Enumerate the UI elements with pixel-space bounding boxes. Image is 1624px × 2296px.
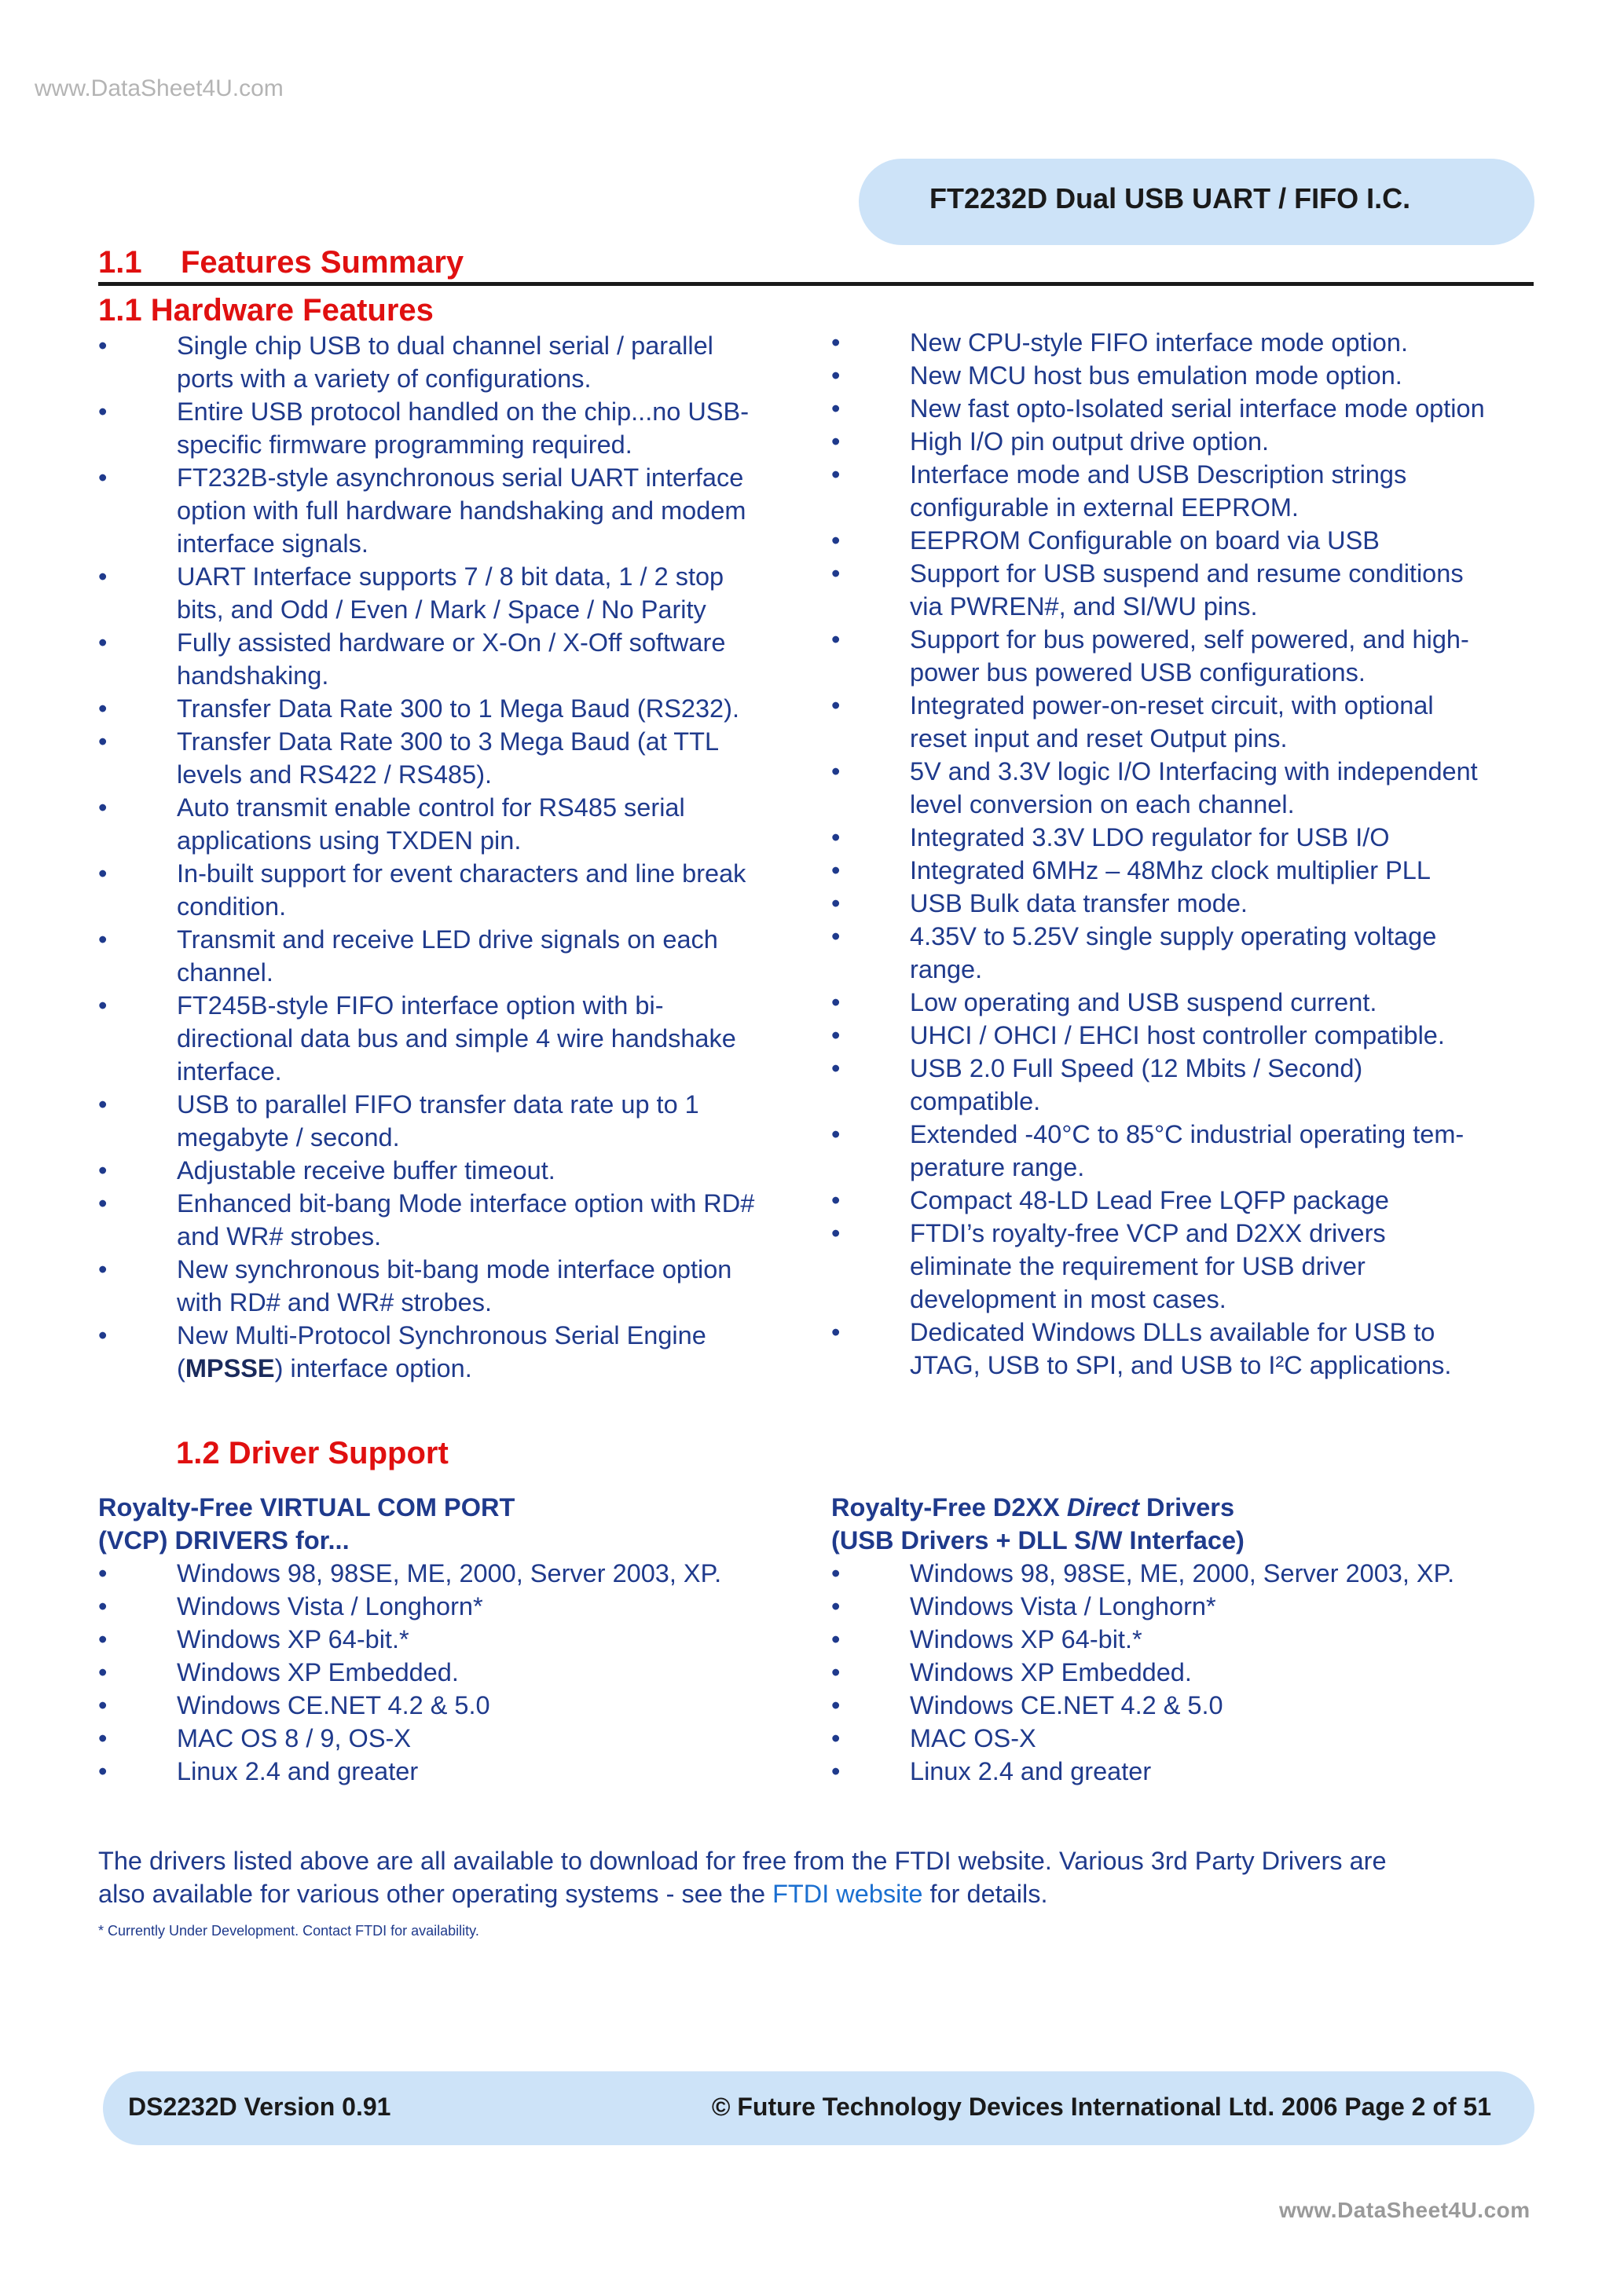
feature-line: Single chip USB to dual channel serial / parallel — [177, 331, 713, 360]
driver-item — [98, 1623, 805, 1656]
feature-line: range. — [910, 955, 983, 983]
driver-item — [831, 1689, 1538, 1722]
feature-item — [98, 857, 817, 923]
driver-os-label: Windows XP 64-bit.* — [177, 1625, 409, 1653]
feature-item — [98, 725, 817, 791]
feature-item — [98, 1154, 817, 1187]
driver-os-label: MAC OS-X — [910, 1724, 1036, 1752]
feature-item — [831, 623, 1538, 689]
driver-os-label: Windows 98, 98SE, ME, 2000, Server 2003, XP. — [177, 1559, 722, 1587]
document-title: FT2232D Dual USB UART / FIFO I.C. — [929, 182, 1411, 214]
feature-item — [831, 458, 1538, 524]
feature-item — [98, 461, 817, 560]
feature-item — [831, 1184, 1538, 1217]
feature-line: Entire USB protocol handled on the chip...no USB- — [177, 397, 750, 426]
feature-line: configurable in external EEPROM. — [910, 493, 1299, 522]
bullet-icon: • — [831, 1724, 841, 1752]
bullet-icon: • — [831, 328, 841, 357]
vcp-heading-line1: Royalty-Free VIRTUAL COM PORT — [98, 1493, 515, 1522]
feature-line: New Multi-Protocol Synchronous Serial Engine — [177, 1321, 706, 1349]
feature-line: Adjustable receive buffer timeout. — [177, 1156, 555, 1185]
feature-item — [831, 524, 1538, 557]
feature-item — [831, 425, 1538, 458]
feature-item — [831, 689, 1538, 755]
bullet-icon: • — [98, 1592, 108, 1620]
driver-os-label: Windows XP Embedded. — [910, 1658, 1192, 1686]
feature-line: Low operating and USB suspend current. — [910, 988, 1377, 1016]
d2xx-driver-list — [831, 1557, 1538, 1788]
bullet-icon: • — [831, 1691, 841, 1719]
bullet-icon: • — [831, 1219, 841, 1247]
bullet-icon: • — [831, 1021, 841, 1049]
bullet-icon: • — [831, 988, 841, 1016]
bullet-icon: • — [831, 691, 841, 720]
feature-line: UHCI / OHCI / EHCI host controller compatible. — [910, 1021, 1445, 1049]
feature-item — [98, 923, 817, 989]
feature-item — [831, 557, 1538, 623]
feature-line: interface signals. — [177, 529, 368, 558]
feature-line: Interface mode and USB Description strings — [910, 460, 1407, 489]
bullet-icon: • — [831, 1186, 841, 1214]
bullet-icon: • — [98, 925, 108, 954]
hardware-features-right-column — [831, 326, 1538, 1382]
footer-copyright-page: © Future Technology Devices International Ltd. 2006 Page 2 of 51 — [711, 2093, 1491, 2121]
driver-os-label: Linux 2.4 and greater — [910, 1757, 1152, 1785]
feature-item — [98, 1253, 817, 1319]
bullet-icon: • — [831, 1757, 841, 1785]
feature-line: bits, and Odd / Even / Mark / Space / No Parity — [177, 595, 706, 624]
bullet-icon: • — [831, 823, 841, 851]
bullet-icon: • — [98, 1189, 108, 1218]
feature-item — [98, 989, 817, 1088]
bullet-icon: • — [831, 1318, 841, 1346]
feature-item — [831, 986, 1538, 1019]
vcp-drivers-column — [98, 1491, 805, 1788]
document-footer — [103, 2071, 1534, 2145]
d2xx-drivers-column — [831, 1491, 1538, 1788]
feature-item — [98, 692, 817, 725]
d2xx-heading-line2: (USB Drivers + DLL S/W Interface) — [831, 1526, 1245, 1554]
bullet-icon: • — [831, 526, 841, 555]
bullet-icon: • — [831, 427, 841, 456]
driver-support-title: 1.2 Driver Support — [176, 1436, 449, 1470]
feature-line: interface. — [177, 1057, 282, 1086]
feature-item-mpsse — [98, 1319, 817, 1385]
feature-line: New MCU host bus emulation mode option. — [910, 361, 1402, 390]
feature-line: Dedicated Windows DLLs available for USB to — [910, 1318, 1435, 1346]
bullet-icon: • — [831, 1054, 841, 1082]
bullet-icon: • — [98, 1757, 108, 1785]
driver-os-label: Windows Vista / Longhorn* — [177, 1592, 483, 1620]
bullet-icon: • — [98, 1625, 108, 1653]
section-rule — [98, 282, 1534, 286]
feature-item — [98, 1088, 817, 1154]
driver-item — [98, 1722, 805, 1755]
bullet-icon: • — [98, 562, 108, 591]
driver-item — [831, 1590, 1538, 1623]
driver-os-label: Windows XP 64-bit.* — [910, 1625, 1142, 1653]
feature-line: specific firmware programming required. — [177, 430, 632, 459]
bullet-icon: • — [831, 361, 841, 390]
bullet-icon: • — [831, 460, 841, 489]
feature-line: Extended -40°C to 85°C industrial operating tem- — [910, 1120, 1465, 1148]
bullet-icon: • — [98, 793, 108, 822]
paragraph-line2: also available for various other operating systems - see the FTDI website for details. — [98, 1880, 1048, 1908]
driver-item — [831, 1656, 1538, 1689]
bullet-icon: • — [98, 1090, 108, 1119]
feature-line: handshaking. — [177, 661, 329, 690]
feature-item — [98, 560, 817, 626]
bullet-icon: • — [98, 397, 108, 426]
feature-line: Transmit and receive LED drive signals on each — [177, 925, 718, 954]
feature-item — [831, 1019, 1538, 1052]
bullet-icon: • — [98, 694, 108, 723]
feature-item — [98, 791, 817, 857]
feature-line: option with full hardware handshaking and modem — [177, 496, 746, 525]
feature-item — [831, 854, 1538, 887]
bullet-icon: • — [831, 394, 841, 423]
bullet-icon: • — [831, 1658, 841, 1686]
watermark-bottom: www.DataSheet4U.com — [1279, 2198, 1531, 2222]
feature-line: Integrated power-on-reset circuit, with optional — [910, 691, 1434, 720]
driver-item — [98, 1689, 805, 1722]
feature-line: level conversion on each channel. — [910, 790, 1295, 818]
feature-line: Integrated 6MHz – 48Mhz clock multiplier PLL — [910, 856, 1431, 884]
bullet-icon: • — [98, 991, 108, 1020]
feature-item — [831, 1118, 1538, 1184]
driver-item — [98, 1755, 805, 1788]
driver-item — [831, 1755, 1538, 1788]
feature-line: Compact 48-LD Lead Free LQFP package — [910, 1186, 1390, 1214]
feature-line: EEPROM Configurable on board via USB — [910, 526, 1380, 555]
bullet-icon: • — [98, 463, 108, 492]
feature-line: FT245B-style FIFO interface option with bi- — [177, 991, 664, 1020]
ftdi-website-link[interactable]: FTDI website — [772, 1880, 923, 1908]
feature-line: 5V and 3.3V logic I/O Interfacing with independent — [910, 757, 1478, 785]
feature-line: ports with a variety of configurations. — [177, 364, 592, 393]
feature-line: power bus powered USB configurations. — [910, 658, 1366, 687]
feature-line: UART Interface supports 7 / 8 bit data, 1 / 2 stop — [177, 562, 724, 591]
bullet-icon: • — [98, 1255, 108, 1283]
feature-line: channel. — [177, 958, 273, 987]
d2xx-heading-line1: Royalty-Free D2XX Direct Drivers — [831, 1493, 1235, 1522]
feature-item — [831, 920, 1538, 986]
footer-version: DS2232D Version 0.91 — [128, 2093, 391, 2121]
feature-line: 4.35V to 5.25V single supply operating voltage — [910, 922, 1437, 950]
feature-line: High I/O pin output drive option. — [910, 427, 1270, 456]
feature-line: Transfer Data Rate 300 to 3 Mega Baud (at TTL — [177, 727, 720, 756]
feature-line: In-built support for event characters and line break — [177, 859, 746, 888]
feature-line: condition. — [177, 892, 287, 921]
bullet-icon: • — [831, 889, 841, 917]
driver-os-label: Windows Vista / Longhorn* — [910, 1592, 1216, 1620]
bullet-icon: • — [98, 1658, 108, 1686]
feature-item — [831, 821, 1538, 854]
bullet-icon: • — [831, 625, 841, 654]
watermark-top: www.DataSheet4U.com — [35, 75, 284, 101]
feature-item — [831, 1217, 1538, 1316]
bullet-icon: • — [98, 1321, 108, 1349]
feature-line: USB to parallel FIFO transfer data rate up to 1 — [177, 1090, 699, 1119]
feature-line: compatible. — [910, 1087, 1041, 1115]
feature-line: megabyte / second. — [177, 1123, 400, 1152]
feature-item — [831, 392, 1538, 425]
feature-line: via PWREN#, and SI/WU pins. — [910, 592, 1258, 621]
driver-item — [98, 1656, 805, 1689]
driver-os-label: Windows CE.NET 4.2 & 5.0 — [177, 1691, 490, 1719]
feature-line: directional data bus and simple 4 wire handshake — [177, 1024, 736, 1053]
vcp-heading-line2: (VCP) DRIVERS for... — [98, 1526, 350, 1554]
feature-item — [98, 626, 817, 692]
feature-line: Fully assisted hardware or X-On / X-Off software — [177, 628, 726, 657]
drivers-paragraph — [98, 1844, 1536, 1910]
feature-line: Auto transmit enable control for RS485 serial — [177, 793, 685, 822]
footnote: * Currently Under Development. Contact FTDI for availability. — [98, 1923, 479, 1939]
bullet-icon: • — [98, 727, 108, 756]
section-heading — [98, 245, 464, 280]
feature-item — [831, 1316, 1538, 1382]
feature-line: Enhanced bit-bang Mode interface option with RD# — [177, 1189, 755, 1218]
feature-line: Support for USB suspend and resume conditions — [910, 559, 1464, 588]
driver-item — [98, 1557, 805, 1590]
feature-line: USB 2.0 Full Speed (12 Mbits / Second) — [910, 1054, 1363, 1082]
bullet-icon: • — [98, 1724, 108, 1752]
driver-item — [98, 1590, 805, 1623]
bullet-icon: • — [831, 1625, 841, 1653]
hardware-features-title: 1.1 Hardware Features — [98, 293, 434, 328]
feature-line: with RD# and WR# strobes. — [177, 1288, 492, 1316]
hardware-features-left-column — [98, 329, 817, 1385]
driver-os-label: Windows XP Embedded. — [177, 1658, 459, 1686]
bullet-icon: • — [831, 922, 841, 950]
feature-line: reset input and reset Output pins. — [910, 724, 1288, 753]
feature-line: perature range. — [910, 1153, 1085, 1181]
driver-item — [831, 1722, 1538, 1755]
section-number: 1.1 — [98, 245, 142, 280]
bullet-icon: • — [98, 1156, 108, 1185]
document-header — [859, 159, 1534, 245]
bullet-icon: • — [831, 1559, 841, 1587]
bullet-icon: • — [98, 1691, 108, 1719]
feature-line: Support for bus powered, self powered, and high- — [910, 625, 1469, 654]
feature-line: eliminate the requirement for USB driver — [910, 1252, 1366, 1280]
feature-line: levels and RS422 / RS485). — [177, 760, 493, 789]
bullet-icon: • — [831, 856, 841, 884]
bullet-icon: • — [98, 859, 108, 888]
feature-item — [831, 326, 1538, 359]
feature-line: FT232B-style asynchronous serial UART interface — [177, 463, 744, 492]
feature-line: Transfer Data Rate 300 to 1 Mega Baud (RS232). — [177, 694, 739, 723]
bullet-icon: • — [98, 1559, 108, 1587]
driver-os-label: Linux 2.4 and greater — [177, 1757, 419, 1785]
feature-item — [831, 887, 1538, 920]
bullet-icon: • — [831, 757, 841, 785]
section-title: Features Summary — [181, 245, 464, 280]
vcp-driver-list — [98, 1557, 805, 1788]
bullet-icon: • — [98, 331, 108, 360]
feature-line: New CPU-style FIFO interface mode option. — [910, 328, 1408, 357]
feature-item — [98, 329, 817, 395]
feature-item — [831, 359, 1538, 392]
paragraph-line1: The drivers listed above are all available to download for free from the FTDI website. Various 3rd Party Drivers are — [98, 1847, 1387, 1875]
bullet-icon: • — [98, 628, 108, 657]
feature-line: development in most cases. — [910, 1285, 1226, 1313]
feature-line: FTDI’s royalty-free VCP and D2XX drivers — [910, 1219, 1386, 1247]
driver-os-label: MAC OS 8 / 9, OS-X — [177, 1724, 411, 1752]
feature-item — [831, 755, 1538, 821]
bullet-icon: • — [831, 1592, 841, 1620]
feature-line: (MPSSE) interface option. — [177, 1354, 472, 1382]
feature-line: Integrated 3.3V LDO regulator for USB I/O — [910, 823, 1390, 851]
feature-line: JTAG, USB to SPI, and USB to I²C applications. — [910, 1351, 1452, 1379]
feature-item — [98, 1187, 817, 1253]
driver-item — [831, 1623, 1538, 1656]
driver-os-label: Windows CE.NET 4.2 & 5.0 — [910, 1691, 1223, 1719]
feature-line: USB Bulk data transfer mode. — [910, 889, 1248, 917]
driver-os-label: Windows 98, 98SE, ME, 2000, Server 2003, XP. — [910, 1559, 1455, 1587]
feature-line: and WR# strobes. — [177, 1222, 382, 1251]
bullet-icon: • — [831, 559, 841, 588]
feature-item — [831, 1052, 1538, 1118]
feature-item — [98, 395, 817, 461]
feature-line: New synchronous bit-bang mode interface option — [177, 1255, 732, 1283]
bullet-icon: • — [831, 1120, 841, 1148]
feature-line: New fast opto-Isolated serial interface mode option — [910, 394, 1485, 423]
driver-item — [831, 1557, 1538, 1590]
feature-line: applications using TXDEN pin. — [177, 826, 522, 855]
